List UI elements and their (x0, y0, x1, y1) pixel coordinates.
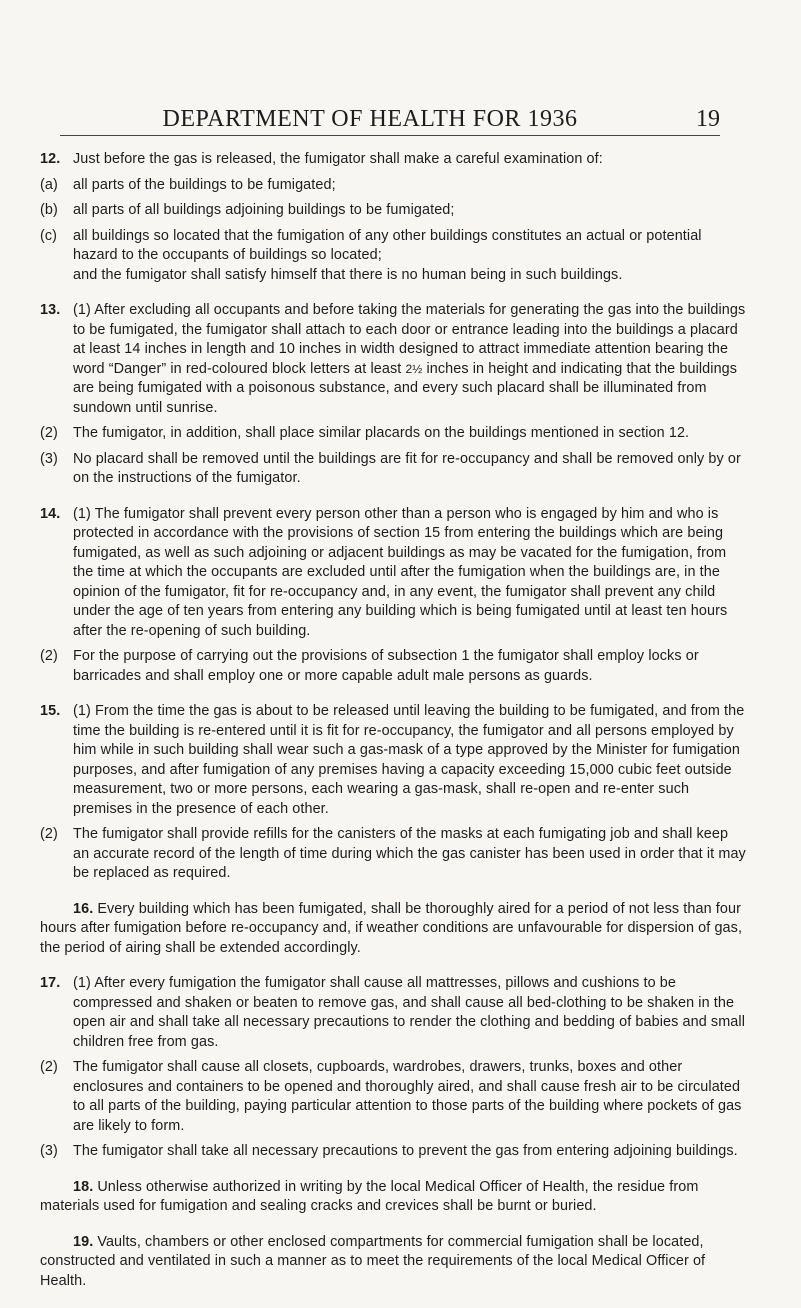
section-number: 14. (40, 505, 61, 522)
subsection-14-2 (40, 647, 746, 686)
section-number: 16. (73, 900, 94, 917)
clause-b (40, 201, 746, 221)
page-header (60, 104, 720, 144)
subsection-label: (3) (40, 1143, 58, 1159)
subsection-15-2 (40, 825, 746, 884)
section-number: 18. (73, 1178, 94, 1195)
running-title: DEPARTMENT OF HEALTH FOR 1936 (162, 106, 578, 132)
subsection-text: inches in height and indicating that the buildings are being fumigated with a poisonous substance, and every such placard shall be illuminated from sundown until sunrise. (73, 360, 738, 416)
subsection-text: The fumigator shall prevent every person other than a person who is engaged by him and who is protected in accordance with the provisions of section 15 from entering the buildings which are being fumigated, as well as such adjoining or adjacent buildings as may be vacated for the fumigation, from the time at which the occupants are excluded until after the fumigation when the buildings are, in the opinion of the fumigator, fit for re-occupancy and, in any event, the fumigator shall prevent any child under the age of ten years from entering any building which is being fumigated until at least ten hours after the re-opening of such building. (73, 505, 728, 639)
subsection-label: (2) (40, 1059, 58, 1075)
subsection-text: No placard shall be removed until the buildings are fit for re-occupancy and shall be removed only by or on the instructions of the fumigator. (73, 450, 741, 486)
clause-closing: and the fumigator shall satisfy himself that there is no human being in such buildings. (73, 266, 623, 283)
section-number: 13. (40, 302, 61, 318)
subsection-text: The fumigator shall take all necessary precautions to prevent the gas from entering adjoining buildings. (73, 1143, 738, 1159)
section-text: Just before the gas is released, the fumigator shall make a careful examination of: (73, 151, 603, 167)
section-13 (40, 301, 746, 418)
clause-text: all buildings so located that the fumigation of any other buildings constitutes an actual or potential hazard to the occupants of buildings so located; (73, 227, 702, 263)
subsection-label: (1) (73, 703, 91, 719)
subsection-label: (1) (73, 975, 91, 991)
subsection-label: (2) (40, 648, 58, 664)
subsection-label: (1) (73, 505, 91, 522)
subsection-13-3 (40, 450, 746, 489)
section-number: 12. (40, 151, 61, 167)
section-12 (40, 150, 746, 170)
subsection-17-2 (40, 1058, 746, 1136)
subsection-label: (1) (73, 302, 91, 318)
subsection-label: (3) (40, 450, 58, 467)
subsection-label: (2) (40, 425, 58, 441)
subsection-text: After excluding all occupants and before taking the materials for generating the gas into the buildings to be fumigated, the fumigator shall attach to each door or entrance leading into the buildings a placard at least 14 inches in length and 10 inches in width designed to attract immediate attention bearing the word “Danger” in red-coloured block letters at least (73, 302, 746, 377)
subsection-13-2 (40, 424, 746, 444)
subsection-text: After every fumigation the fumigator shall cause all mattresses, pillows and cushions to be compressed and shaken or beaten to remove gas, and shall cause all bed-clothing to be shaken in the open air and shall take all necessary precautions to render the clothing and bedding of babies and small children free from gas. (73, 975, 745, 1050)
subsection-text: From the time the gas is about to be released until leaving the building to be fumigated, and from the time the building is re-entered until it is fit for re-occupancy, the fumigator and all persons employed by him while in such building shall wear such a gas-mask of a type approved by the Minister for fumigation purposes, and after fumigation of any premises having a capacity exceeding 15,000 cubic feet outside measurement, two or more persons, each wearing a gas-mask, shall re-open and re-enter such premises in the presence of each other. (73, 703, 745, 817)
clause-text: all parts of the buildings to be fumigated; (73, 176, 336, 193)
subsection-label: (2) (40, 826, 58, 842)
subsection-text: For the purpose of carrying out the provisions of subsection 1 the fumigator shall employ locks or barricades and shall employ one or more capable adult male persons as guards. (73, 648, 699, 684)
section-19 (40, 1233, 746, 1292)
subsection-text: The fumigator shall cause all closets, cupboards, wardrobes, drawers, trunks, boxes and other enclosures and containers to be opened and thoroughly aired, and shall cause fresh air to be circulated to all parts of the building, paying particular attention to those parts of the building where pockets of gas are likely to form. (73, 1059, 742, 1134)
clause-label: (a) (40, 176, 58, 193)
fraction-value: 2½ (405, 361, 423, 376)
page-number: 19 (696, 106, 720, 132)
section-text: Unless otherwise authorized in writing by the local Medical Officer of Health, the residue from materials used for fumigation and sealing cracks and crevices shall be burnt or buried. (40, 1178, 699, 1214)
clause-text: all parts of all buildings adjoining buildings to be fumigated; (73, 202, 455, 218)
section-14 (40, 505, 746, 642)
clause-label: (c) (40, 227, 58, 244)
section-text: Vaults, chambers or other enclosed compartments for commercial fumigation shall be located, constructed and ventilated in such a manner as to meet the requirements of the local Medical Officer of Health. (40, 1233, 706, 1289)
clause-label: (b) (40, 202, 58, 218)
document-body (40, 150, 746, 1291)
section-17 (40, 974, 746, 1052)
subsection-text: The fumigator, in addition, shall place similar placards on the buildings mentioned in section 12. (73, 425, 690, 441)
section-16 (40, 900, 746, 959)
subsection-17-3 (40, 1142, 746, 1162)
section-18 (40, 1178, 746, 1217)
section-number: 17. (40, 975, 61, 991)
section-number: 19. (73, 1233, 94, 1250)
section-text: Every building which has been fumigated, shall be thoroughly aired for a period of not less than four hours after fumigation before re-occupancy and, if weather conditions are unfavourable for dispersion of gas, the period of airing shall be extended accordingly. (40, 900, 743, 956)
section-number: 15. (40, 703, 61, 719)
header-rule (60, 135, 720, 136)
clause-c (40, 227, 746, 286)
subsection-text: The fumigator shall provide refills for the canisters of the masks at each fumigating job and shall keep an accurate record of the length of time during which the gas canister has been used in order that it may be replaced as required. (73, 826, 746, 881)
section-15 (40, 702, 746, 819)
clause-a (40, 176, 746, 196)
